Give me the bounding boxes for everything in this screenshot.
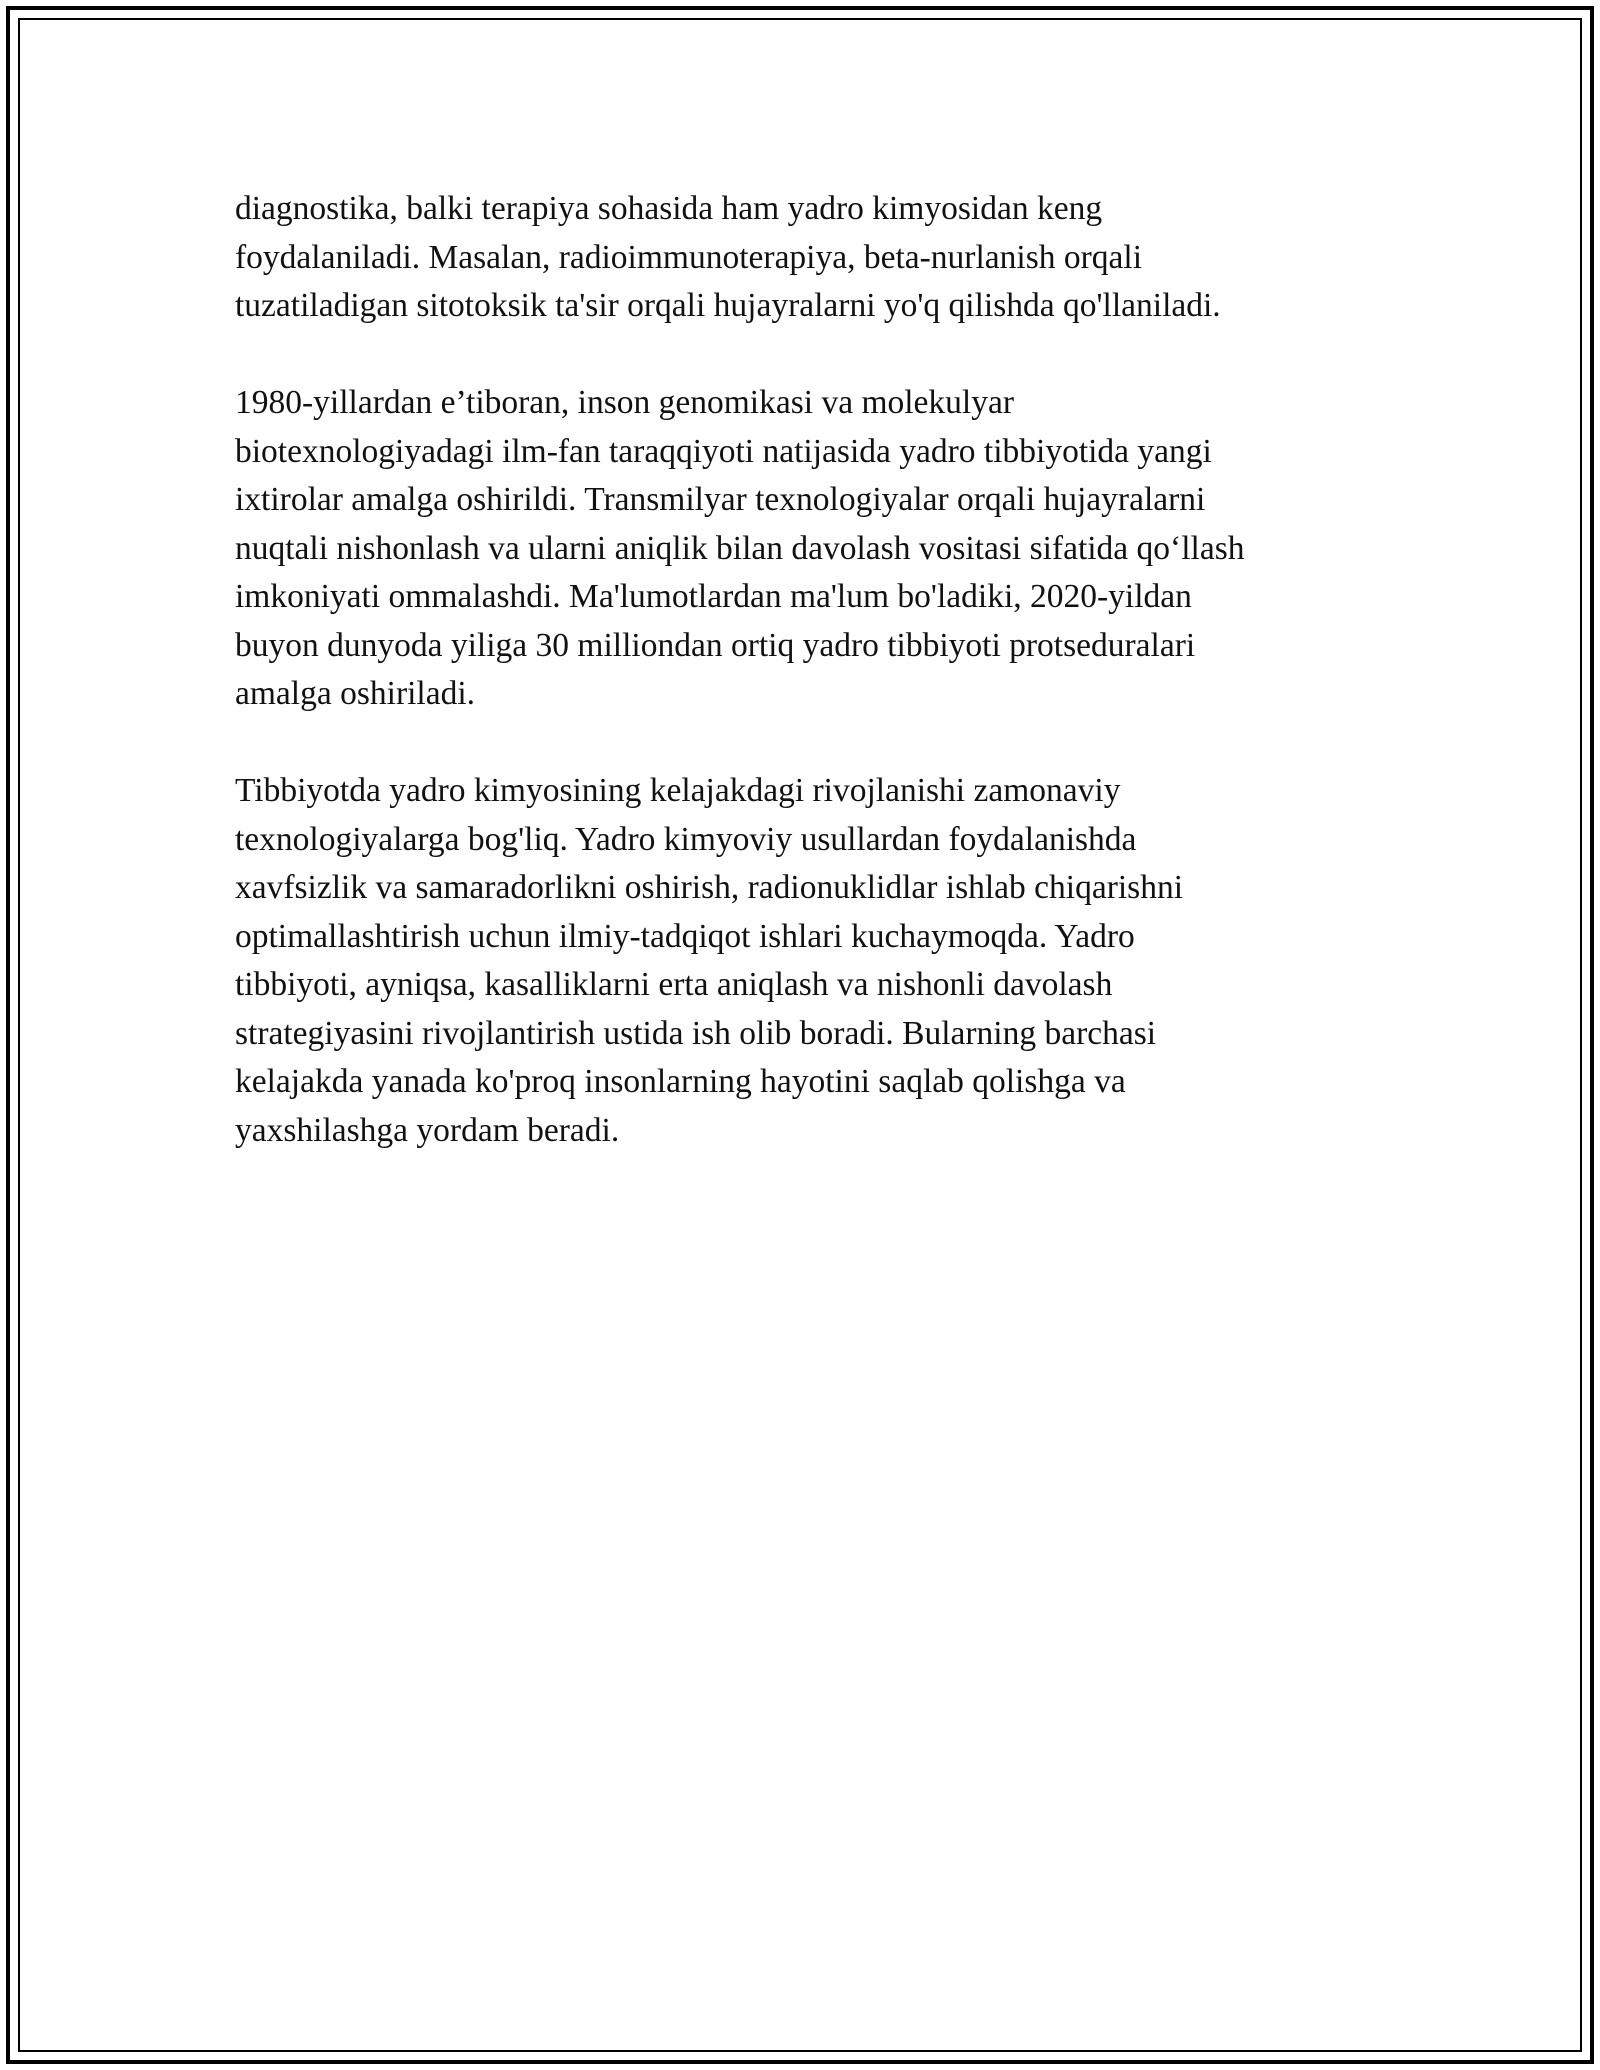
document-body xyxy=(235,185,1385,1204)
text-line: yaxshilashga yordam beradi. xyxy=(235,1111,620,1149)
text-line: optimallashtirish uchun ilmiy-tadqiqot ishlari kuchaymoqda. Yadro xyxy=(235,917,1135,955)
text-line: foydalaniladi. Masalan, radioimmunoterapiya, beta-nurlanish orqali xyxy=(235,238,1143,276)
text-line: biotexnologiyadagi ilm-fan taraqqiyoti natijasida yadro tibbiyotida yangi xyxy=(235,432,1212,470)
text-line: imkoniyati ommalashdi. Ma'lumotlardan ma'lum bo'ladiki, 2020-yildan xyxy=(235,578,1192,615)
paragraph-3 xyxy=(235,767,1385,1155)
paragraph-2 xyxy=(235,379,1385,719)
text-line: texnologiyalarga bog'liq. Yadro kimyoviy usullardan foydalanishda xyxy=(235,820,1137,858)
text-line: xavfsizlik va samaradorlikni oshirish, radionuklidlar ishlab chiqarishni xyxy=(235,869,1184,906)
text-line: tibbiyoti, ayniqsa, kasalliklarni erta aniqlash va nishonli davolash xyxy=(235,966,1113,1003)
text-line: nuqtali nishonlash va ularni aniqlik bilan davolash vositasi sifatida qo‘llash xyxy=(235,529,1245,567)
text-line: strategiyasini rivojlantirish ustida ish olib boradi. Bularning barchasi xyxy=(235,1014,1157,1052)
text-line: amalga oshiriladi. xyxy=(235,675,476,712)
text-line: Tibbiyotda yadro kimyosining kelajakdagi rivojlanishi zamonaviy xyxy=(235,772,1121,809)
text-line: buyon dunyoda yiliga 30 milliondan ortiq yadro tibbiyoti protseduralari xyxy=(235,626,1196,664)
text-line: 1980-yillardan e’tiboran, inson genomikasi va molekulyar xyxy=(235,384,1015,421)
text-line: ixtirolar amalga oshirildi. Transmilyar texnologiyalar orqali hujayralarni xyxy=(235,481,1206,518)
text-line: diagnostika, balki terapiya sohasida ham yadro kimyosidan keng xyxy=(235,190,1103,227)
text-line: tuzatiladigan sitotoksik ta'sir orqali hujayralarni yo'q qilishda qo'llaniladi. xyxy=(235,287,1221,324)
paragraph-1 xyxy=(235,185,1385,331)
text-line: kelajakda yanada ko'proq insonlarning hayotini saqlab qolishga va xyxy=(235,1063,1126,1100)
